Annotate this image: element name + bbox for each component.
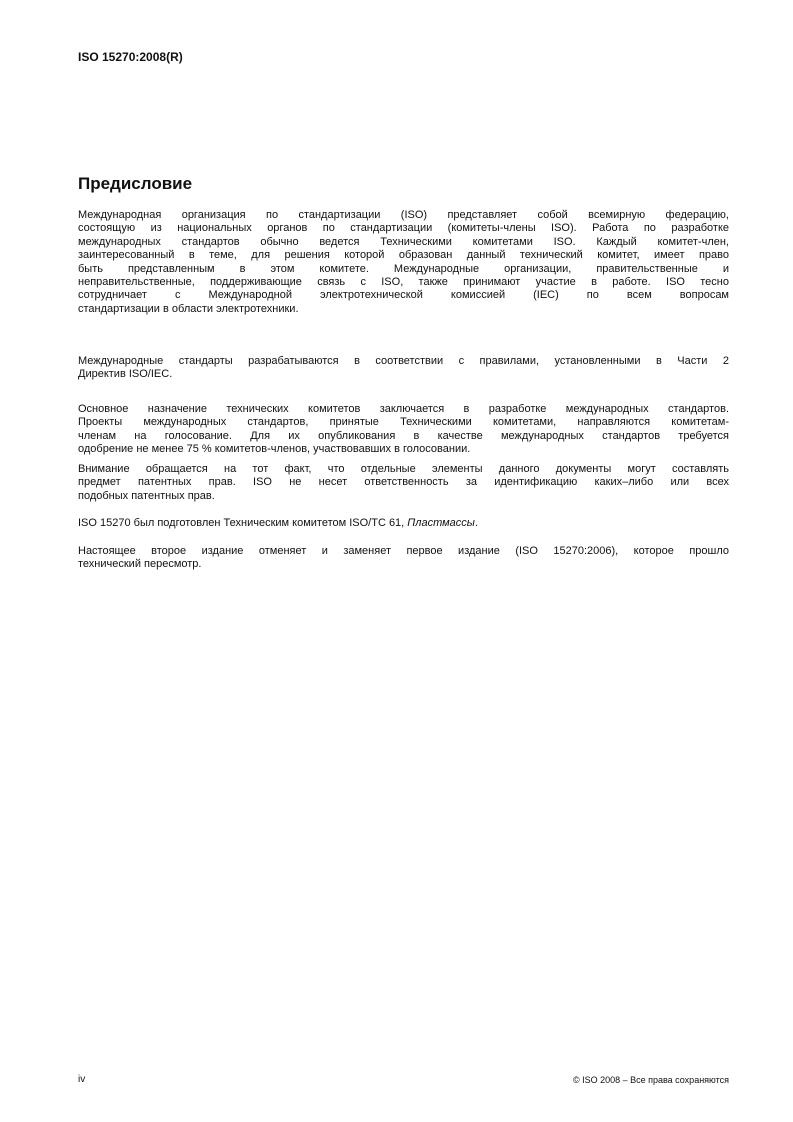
paragraph-directives (78, 355, 729, 382)
text-line: предмет патентных прав. ISO не несет ответственность за идентификацию каких–либо или всех (78, 476, 729, 489)
text-run: ISO 15270 был подготовлен Техническим комитетом ISO/TC 61, (78, 517, 408, 529)
text-line: Настоящее второе издание отменяет и заменяет первое издание (ISO 15270:2006), которое прошло (78, 545, 729, 557)
text-line: Международная организация по стандартизации (ISO) представляет собой всемирную федерацию, (78, 209, 729, 221)
text-line: Основное назначение технических комитетов заключается в разработке международных стандартов. (78, 403, 729, 415)
paragraph-foreword (78, 209, 729, 316)
text-line: неправительственные, поддерживающие связь с ISO, также принимают участие в работе. ISO тесно (78, 276, 729, 289)
page-number: iv (78, 1074, 86, 1085)
text-run: . (474, 517, 478, 529)
committee-name-italic: Пластмассы (407, 517, 475, 529)
text-line: международных стандартов обычно ведется Техническими комитетами ISO. Каждый комитет-член, (78, 235, 729, 248)
text-line: одобрение не менее 75 % комитетов-членов, участвовавших в голосовании. (78, 443, 471, 456)
text-line: Директив ISO/IEC. (78, 368, 173, 381)
paragraph-prepared-by (78, 517, 729, 530)
text-line: заинтересованный в теме, для решения которой образован данный технический комитет, имеет право (78, 249, 729, 262)
text-line: быть представленным в этом комитете. Международные организации, правительственные и (78, 262, 729, 275)
section-title: Предисловие (78, 174, 193, 193)
paragraph-edition (78, 545, 729, 572)
text-line: сотрудничает с Международной электротехнической комиссией (IEC) по всем вопросам (78, 289, 729, 302)
text-line: Внимание обращается на тот факт, что отдельные элементы данного документы могут составлять (78, 463, 729, 475)
text-line: членам на голосование. Для их опубликования в качестве международных стандартов требуется (78, 429, 729, 442)
text-line (78, 517, 729, 530)
paragraph-patents (78, 463, 729, 503)
text-line: Международные стандарты разрабатываются в соответствии с правилами, установленными в Части 2 (78, 355, 729, 367)
document-header: ISO 15270:2008(R) (78, 50, 183, 64)
copyright-notice: © ISO 2008 – Все права сохраняются (572, 1075, 729, 1085)
text-line: состоящую из национальных органов по стандартизации (комитеты-члены ISO). Работа по разработке (78, 222, 729, 235)
paragraph-committees (78, 403, 729, 457)
text-line: технический пересмотр. (78, 558, 202, 571)
text-line: подобных патентных прав. (78, 489, 215, 502)
text-line: Проекты международных стандартов, принятые Техническими комитетами, направляются комитетам- (78, 416, 729, 429)
text-line: стандартизации в области электротехники. (78, 302, 299, 315)
